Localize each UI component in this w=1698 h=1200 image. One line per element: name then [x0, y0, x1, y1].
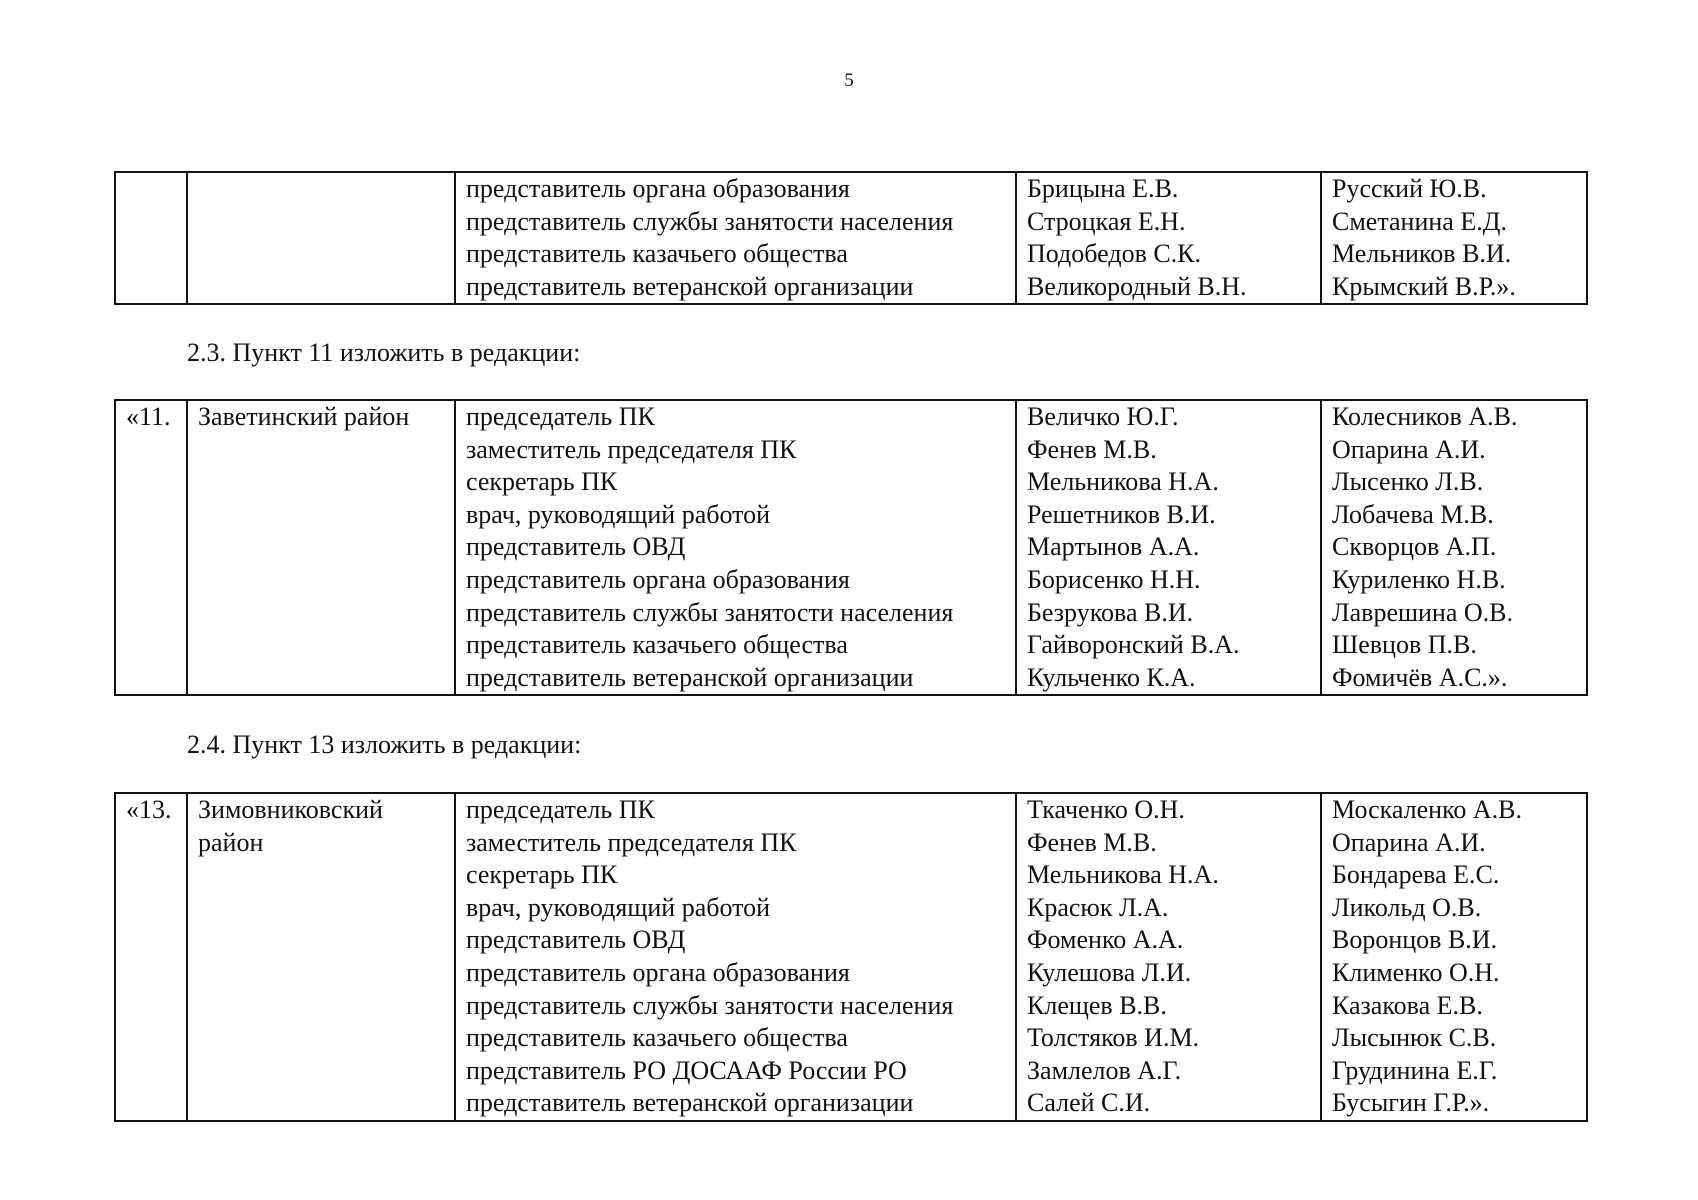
role-line: представитель службы занятости населения: [466, 206, 954, 236]
deputy-name: Фомичёв А.С.».: [1332, 662, 1508, 692]
role-line: председатель ПК: [466, 402, 655, 431]
member-name: Строцкая Е.Н.: [1027, 206, 1186, 236]
section-heading-2-4: 2.4. Пункт 13 изложить в редакции:: [187, 730, 582, 759]
member-name: Толстяков И.М.: [1027, 1023, 1200, 1053]
role-line: заместитель председателя ПК: [466, 827, 797, 857]
deputy-name: Воронцов В.И.: [1332, 925, 1498, 955]
member-name: Фенев М.В.: [1027, 827, 1157, 857]
role-line: представитель РО ДОСААФ России РО: [466, 1055, 907, 1085]
item-number-cell: «13.: [115, 793, 187, 1121]
commission-table-continuation: [114, 171, 1588, 305]
members-cell: [1016, 793, 1321, 1121]
deputy-name: Скворцов А.П.: [1332, 532, 1497, 562]
members-cell: [1016, 400, 1321, 695]
deputy-name: Куриленко Н.В.: [1332, 564, 1506, 594]
deputy-name: Колесников А.В.: [1332, 402, 1518, 431]
deputy-name: Опарина А.И.: [1332, 827, 1486, 857]
district-cell: Заветинский район: [187, 400, 455, 695]
member-name: Красюк Л.А.: [1027, 892, 1169, 922]
deputy-name: Опарина А.И.: [1332, 434, 1486, 464]
member-name: Клещев В.В.: [1027, 990, 1167, 1020]
deputy-name: Шевцов П.В.: [1332, 630, 1477, 660]
table-row: [115, 400, 1587, 695]
role-line: представитель службы занятости населения: [466, 597, 954, 627]
role-line: представитель ОВД: [466, 925, 686, 955]
member-name: Безрукова В.И.: [1027, 597, 1194, 627]
member-name: Мельникова Н.А.: [1027, 860, 1219, 890]
member-name: Мартынов А.А.: [1027, 532, 1200, 562]
role-line: представитель ОВД: [466, 532, 686, 562]
role-line: секретарь ПК: [466, 860, 618, 890]
role-line: представитель ветеранской организации: [466, 1088, 914, 1118]
deputy-name: Сметанина Е.Д.: [1332, 206, 1507, 236]
member-name: Мельникова Н.А.: [1027, 467, 1219, 497]
member-name: Великородный В.Н.: [1027, 271, 1247, 301]
role-line: представитель казачьего общества: [466, 1023, 848, 1053]
deputy-name: Клименко О.Н.: [1332, 957, 1500, 987]
members-cell: [1016, 172, 1321, 304]
role-line: представитель ветеранской организации: [466, 271, 914, 301]
page-number: 5: [844, 70, 854, 91]
deputy-name: Мельников В.И.: [1332, 239, 1512, 269]
deputy-name: Крымский В.Р.».: [1332, 271, 1516, 301]
commission-table-item-11: [114, 399, 1588, 696]
member-name: Подобедов С.К.: [1027, 239, 1202, 269]
member-name: Величко Ю.Г.: [1027, 402, 1179, 431]
role-line: председатель ПК: [466, 795, 655, 824]
member-name: Кульченко К.А.: [1027, 662, 1196, 692]
role-line: врач, руководящий работой: [466, 892, 771, 922]
role-line: представитель органа образования: [466, 957, 850, 987]
member-name: Фоменко А.А.: [1027, 925, 1184, 955]
deputy-name: Бондарева Е.С.: [1332, 860, 1500, 890]
deputy-name: Бусыгин Г.Р.».: [1332, 1088, 1490, 1118]
item-number-cell: [115, 172, 187, 304]
role-line: представитель органа образования: [466, 174, 850, 203]
member-name: Ткаченко О.Н.: [1027, 795, 1185, 824]
district-cell: Зимовниковский район: [187, 793, 455, 1121]
deputy-name: Русский Ю.В.: [1332, 174, 1487, 203]
section-heading-2-3: 2.3. Пункт 11 изложить в редакции:: [187, 338, 581, 367]
deputy-name: Ликольд О.В.: [1332, 892, 1482, 922]
roles-cell: [455, 793, 1016, 1121]
deputy-name: Лысынюк С.В.: [1332, 1023, 1497, 1053]
deputies-cell: [1321, 793, 1587, 1121]
role-line: секретарь ПК: [466, 467, 618, 497]
deputy-name: Казакова Е.В.: [1332, 990, 1483, 1020]
member-name: Брицына Е.В.: [1027, 174, 1179, 203]
roles-cell: [455, 400, 1016, 695]
role-line: представитель службы занятости населения: [466, 990, 954, 1020]
role-line: представитель казачьего общества: [466, 630, 848, 660]
member-name: Замлелов А.Г.: [1027, 1055, 1182, 1085]
role-line: заместитель председателя ПК: [466, 434, 797, 464]
commission-table-item-13: [114, 792, 1588, 1122]
deputy-name: Лаврешина О.В.: [1332, 597, 1513, 627]
member-name: Фенев М.В.: [1027, 434, 1157, 464]
role-line: представитель органа образования: [466, 564, 850, 594]
table-row: [115, 172, 1587, 304]
table-row: [115, 793, 1587, 1121]
member-name: Решетников В.И.: [1027, 499, 1216, 529]
deputy-name: Лысенко Л.В.: [1332, 467, 1484, 497]
deputy-name: Грудинина Е.Г.: [1332, 1055, 1498, 1085]
deputies-cell: [1321, 400, 1587, 695]
roles-cell: [455, 172, 1016, 304]
deputies-cell: [1321, 172, 1587, 304]
role-line: представитель казачьего общества: [466, 239, 848, 269]
member-name: Борисенко Н.Н.: [1027, 564, 1201, 594]
role-line: представитель ветеранской организации: [466, 662, 914, 692]
deputy-name: Москаленко А.В.: [1332, 795, 1523, 824]
deputy-name: Лобачева М.В.: [1332, 499, 1494, 529]
district-cell: [187, 172, 455, 304]
member-name: Гайворонский В.А.: [1027, 630, 1240, 660]
member-name: Кулешова Л.И.: [1027, 957, 1192, 987]
member-name: Салей С.И.: [1027, 1088, 1151, 1118]
item-number-cell: «11.: [115, 400, 187, 695]
role-line: врач, руководящий работой: [466, 499, 771, 529]
